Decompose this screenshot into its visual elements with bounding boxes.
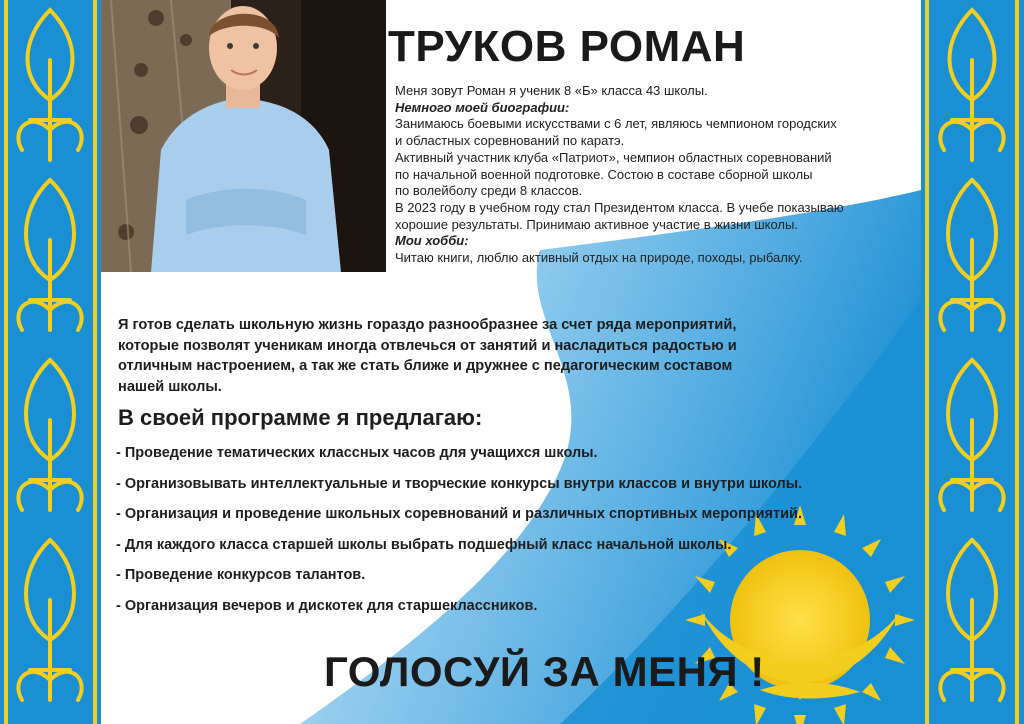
candidate-name-title: ТРУКОВ РОМАН	[388, 22, 746, 71]
left-ornament-border	[0, 0, 101, 724]
bio-line: по начальной военной подготовке. Состою в составе сборной школы	[395, 166, 813, 182]
bio-line: и областных соревнований по каратэ.	[395, 133, 625, 149]
program-item: - Для каждого класса старшей школы выбрать подшефный класс начальной школы.	[116, 536, 732, 553]
bio-line: Активный участник клуба «Патриот», чемпион областных соревнований	[395, 149, 832, 165]
bio-line: В 2023 году в учебном году стал Президентом класса. В учебе показываю	[395, 199, 844, 215]
statement-line: Я готов сделать школьную жизнь гораздо разнообразнее за счет ряда мероприятий,	[118, 317, 737, 333]
biography-block	[395, 83, 915, 267]
biography-heading: Немного моей биографии:	[395, 99, 570, 115]
program-list	[116, 443, 802, 626]
program-item: - Организация и проведение школьных соревнований и различных спортивных мероприятий.	[116, 506, 802, 522]
program-item: - Организовывать интеллектуальные и творческие конкурсы внутри классов и внутри школы.	[116, 475, 803, 492]
program-heading: В своей программе я предлагаю:	[118, 405, 483, 430]
right-ornament-border	[921, 0, 1024, 724]
bio-line: Занимаюсь боевыми искусствами с 6 лет, являюсь чемпионом городских	[395, 116, 837, 132]
hobby-heading: Мои хобби:	[395, 233, 469, 249]
program-item: - Проведение конкурсов талантов.	[116, 567, 366, 583]
candidate-photo	[101, 0, 386, 272]
program-item: - Проведение тематических классных часов для учащихся школы.	[116, 445, 598, 461]
hobby-text: Читаю книги, люблю активный отдых на природе, походы, рыбалку.	[395, 250, 803, 266]
vote-call-to-action: ГОЛОСУЙ ЗА МЕНЯ !	[324, 648, 765, 695]
bio-line: хорошие результаты. Принимаю активное участие в жизни школы.	[395, 216, 798, 232]
bio-line: по волейболу среди 8 классов.	[395, 183, 583, 199]
statement-line: нашей школы.	[118, 378, 222, 395]
statement-line: отличным настроением, а так же стать ближе и дружнее с педагогическим составом	[118, 358, 733, 374]
statement-line: которые позволят ученикам иногда отвлечься от занятий и насладиться радостью и	[118, 337, 737, 354]
program-item: - Организация вечеров и дискотек для старшеклассников.	[116, 597, 538, 614]
intro-line: Меня зовут Роман я ученик 8 «Б» класса 43 школы.	[395, 83, 708, 98]
campaign-statement	[118, 315, 878, 397]
